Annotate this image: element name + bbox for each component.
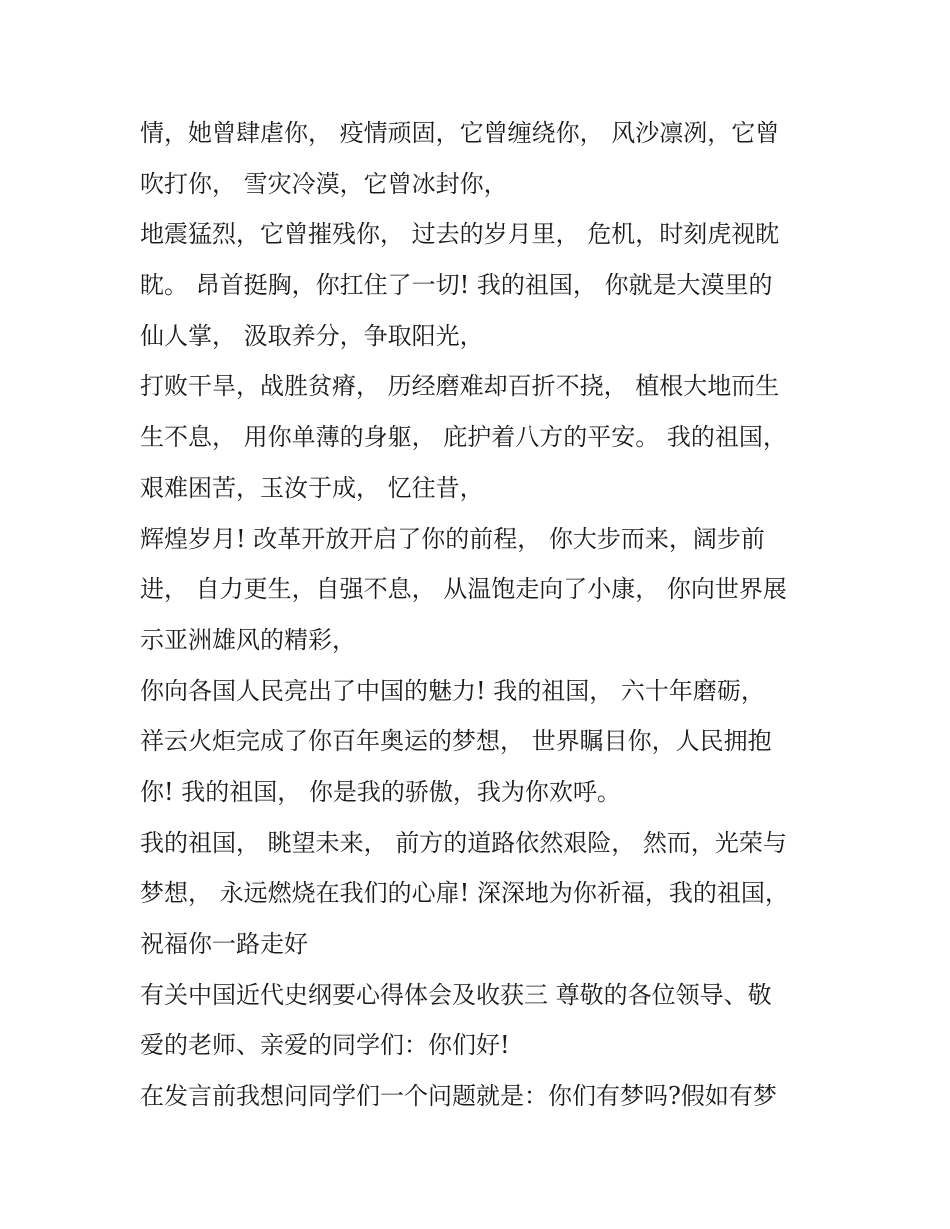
text-line: 示亚洲雄风的精彩，: [140, 625, 356, 654]
text-line: 生不息， 用你单薄的身躯， 庇护着八方的平安。 我的祖国，: [140, 423, 787, 452]
text-line: 吹打你， 雪灾冷漠，它曾冰封你，: [140, 169, 508, 198]
document-body: [140, 108, 820, 1122]
text-line: 眈。 昂首挺胸，你扛住了一切! 我的祖国， 你就是大漠里的: [140, 271, 773, 300]
text-line: 梦想， 永远燃烧在我们的心扉! 深深地为你祈福，我的祖国，: [140, 879, 789, 908]
text-line: 在发言前我想问同学们一个问题就是：你们有梦吗?假如有梦: [140, 1082, 777, 1111]
text-line: 打败干旱，战胜贫瘠， 历经磨难却百折不挠， 植根大地而生: [140, 372, 780, 401]
text-line: 爱的老师、亲爱的同学们：你们好!: [140, 1031, 510, 1060]
text-line: 我的祖国， 眺望未来， 前方的道路依然艰险， 然而，光荣与: [140, 828, 787, 857]
text-line: 你! 我的祖国， 你是我的骄傲，我为你欢呼。: [140, 777, 621, 806]
text-line: 祝福你一路走好: [140, 930, 308, 958]
text-line: 你向各国人民亮出了中国的魅力! 我的祖国， 六十年磨砺，: [140, 676, 765, 705]
text-line: 地震猛烈，它曾摧残你， 过去的岁月里， 危机，时刻虎视眈: [140, 220, 780, 249]
text-line: 辉煌岁月! 改革开放开启了你的前程， 你大步而来，阔步前: [140, 524, 765, 553]
text-line: 进， 自力更生，自强不息， 从温饱走向了小康， 你向世界展: [140, 575, 787, 604]
text-line: 有关中国近代史纲要心得体会及收获三 尊敬的各位领导、敬: [140, 980, 772, 1009]
text-line: 仙人掌， 汲取养分，争取阳光，: [140, 321, 484, 350]
text-line: 艰难困苦，玉汝于成， 忆往昔，: [140, 473, 484, 502]
text-line: 情，她曾肆虐你， 疫情顽固，它曾缠绕你， 风沙凛冽，它曾: [140, 119, 780, 147]
text-line: 祥云火炬完成了你百年奥运的梦想， 世界瞩目你，人民拥抱: [140, 727, 772, 756]
